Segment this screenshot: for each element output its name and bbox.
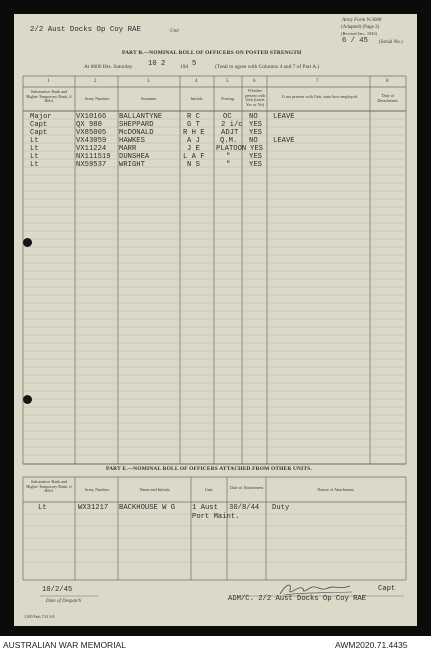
surname-cell: McDONALD: [119, 129, 154, 137]
posting-cell: ADJT: [221, 129, 239, 137]
header-e-nature: Nature of Attachment.: [317, 487, 355, 492]
initials-cell: A J: [187, 137, 200, 145]
surname-cell: DUNSHEA: [119, 153, 150, 161]
employed-cell: LEAVE: [273, 137, 295, 145]
header-e-army-number: Army Number.: [84, 487, 110, 492]
e-rank-cell: Lt: [38, 504, 47, 512]
header-e-unit: Unit.: [204, 487, 214, 492]
signatory-rank: Capt: [378, 585, 396, 593]
binder-hole-icon: [23, 395, 32, 404]
unit-name: 2/2 Aust Docks Op Coy RAE: [30, 26, 141, 34]
initials-cell: R C: [187, 113, 200, 121]
signature-line: ADM/C. 2/2 Aust Docks Op Coy RAE: [228, 595, 367, 603]
header-e-rank: Substantive Rank and Higher Temporary Rank, if Held.: [26, 479, 72, 494]
rank-cell: Capt: [30, 129, 48, 137]
form-revised: (Revised Jan., 1943): [341, 31, 378, 36]
col-num-7: 7: [316, 79, 319, 84]
header-present: Whether present with Unit (insert Yes or No): [244, 88, 266, 107]
rank-cell: Lt: [30, 145, 39, 153]
present-cell: NO: [249, 113, 258, 121]
archive-reference: AWM2020.71.4435: [335, 640, 408, 650]
serial-number: 6 / 45: [342, 37, 368, 45]
present-cell: YES: [249, 153, 262, 161]
rank-cell: Lt: [30, 137, 39, 145]
header-surname: Surname.: [141, 96, 157, 101]
initials-cell: J E: [187, 145, 200, 153]
e-nature-cell: Duty: [272, 504, 290, 512]
header-e-date: Date of Attachment.: [230, 485, 264, 490]
header-e-name: Name and Initials.: [139, 487, 171, 492]
present-cell: YES: [249, 121, 262, 129]
rank-cell: Lt: [30, 161, 39, 169]
e-unit-line2: Port Maint.: [192, 513, 240, 521]
part-e-title: PART E.—NOMINAL ROLL OF OFFICERS ATTACHED FROM OTHER UNITS.: [106, 466, 312, 472]
despatch-label: Date of Despatch: [46, 599, 81, 604]
army-number-cell: NX111519: [76, 153, 111, 161]
army-number-cell: VX43059: [76, 137, 107, 145]
initials-cell: R H E: [183, 129, 205, 137]
archive-name: AUSTRALIAN WAR MEMORIAL: [3, 640, 126, 650]
part-b-title: PART B.—NOMINAL ROLL OF OFFICERS ON POSTED STRENGTH: [122, 50, 302, 56]
posting-cell: ": [226, 161, 231, 169]
surname-cell: BALLANTYNE: [119, 113, 163, 121]
header-posting: Posting.: [221, 96, 235, 101]
army-number-cell: VX10166: [76, 113, 107, 121]
initials-cell: N S: [187, 161, 200, 169]
surname-cell: HAWKES: [119, 137, 145, 145]
header-initials: Initials.: [190, 96, 204, 101]
e-unit-cell: 1 Aust: [192, 504, 218, 512]
unit-label: Unit: [170, 29, 179, 34]
col-num-3: 3: [147, 79, 150, 84]
posting-cell: OC: [223, 113, 232, 121]
part-b-grid: [14, 14, 417, 626]
serial-label: (Serial No.): [379, 40, 403, 45]
despatch-date: 10/2/45: [42, 586, 73, 594]
col-num-6: 6: [253, 79, 256, 84]
form-sheet: [14, 14, 417, 626]
col-num-2: 2: [94, 79, 97, 84]
employed-cell: LEAVE: [273, 113, 295, 121]
header-army-number: Army Number.: [84, 96, 110, 101]
army-number-cell: NX59537: [76, 161, 107, 169]
surname-cell: SHEPPARD: [119, 121, 154, 129]
col-num-1: 1: [47, 79, 50, 84]
present-cell: NO: [249, 137, 258, 145]
surname-cell: WRIGHT: [119, 161, 145, 169]
e-date-cell: 30/8/44: [229, 504, 260, 512]
header-employed: If not present with Unit, state how employed.: [282, 94, 358, 99]
initials-cell: L A F: [183, 153, 205, 161]
army-number-cell: QX 980: [76, 121, 102, 129]
year-prefix: 194: [180, 64, 189, 70]
posting-cell: Q.M.: [220, 137, 238, 145]
col-num-5: 5: [226, 79, 229, 84]
e-army-number-cell: WX31217: [78, 504, 109, 512]
initials-cell: G T: [187, 121, 200, 129]
print-reference: 3,000 Pads 7/41 S.P.: [24, 615, 56, 619]
rank-cell: Major: [30, 113, 52, 121]
e-name-cell: BACKHOUSE W G: [119, 504, 176, 512]
rank-cell: Capt: [30, 121, 48, 129]
binder-hole-icon: [23, 238, 32, 247]
at-hours-label: At 0600 Hrs. Saturday: [84, 64, 133, 70]
present-cell: YES: [249, 129, 262, 137]
army-number-cell: VX11224: [76, 145, 107, 153]
rank-cell: Lt: [30, 153, 39, 161]
present-cell: YES: [250, 145, 263, 153]
archive-footer: [0, 636, 431, 653]
roll-date: 10 2: [148, 60, 166, 68]
surname-cell: MARR: [119, 145, 137, 153]
army-number-cell: VX85005: [76, 129, 107, 137]
roll-year: 5: [192, 60, 197, 68]
posting-cell: PLATOON: [216, 145, 247, 153]
form-name: Army Form W.3008: [342, 18, 382, 23]
form-adapted: (Adapted) (Page 2): [341, 25, 380, 30]
col-num-4: 4: [195, 79, 198, 84]
present-cell: YES: [249, 161, 262, 169]
col-num-8: 8: [386, 79, 389, 84]
total-note: (Total to agree with Columns 4 and 7 of Part A.): [215, 64, 320, 70]
header-detachment-date: Date of Detachment.: [377, 93, 399, 103]
header-rank: Substantive Rank and Higher Temporary Rank, if Held.: [26, 89, 72, 104]
posting-cell: 2 i/c: [221, 121, 243, 129]
posting-cell: ": [226, 153, 231, 161]
